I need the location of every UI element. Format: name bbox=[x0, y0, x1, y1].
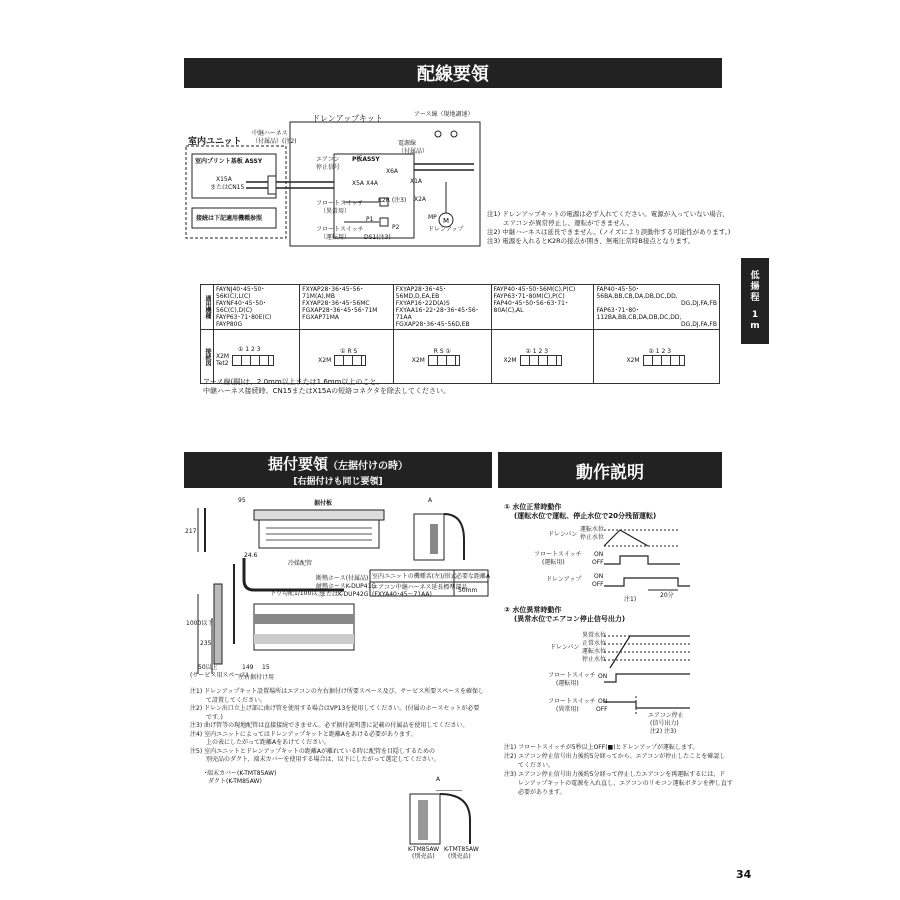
op-note2-mark: 注2) 注3) bbox=[650, 728, 677, 735]
x15a-label: X15A bbox=[216, 176, 232, 183]
pcb-assy-label: P板ASSY bbox=[352, 156, 380, 163]
op-20min: 20分 bbox=[660, 592, 674, 599]
dim-24-6: 24.6 bbox=[244, 552, 258, 559]
table-head-1: 室内ユニットの機種名(左)/形式 bbox=[372, 573, 457, 580]
aircon-stop-label: エアコン bbox=[316, 156, 340, 163]
float-switch-1-sub: （異常用） bbox=[320, 208, 351, 215]
cn15-label: またはCN15 bbox=[210, 184, 245, 191]
wiring-notes: 注1) ドレンアップキットの電源は必ず入れてください。電源が入っていない場合、 エアコンが異常停止し、運転ができません。 注2) 中継ハーネスは延長できません。(ノイズにより誤動作する可能性があります。) 注3) 電源を入れるとK2Rの接点が開き、無電圧常時B接点となります。 bbox=[487, 210, 731, 245]
p1-label: P1 bbox=[366, 216, 374, 223]
dim-15: 15 bbox=[262, 664, 270, 671]
op-on-1: ON bbox=[594, 551, 604, 558]
op-on-4: ON bbox=[598, 698, 608, 705]
model-col-2: FXYAP28･36･45･56MD,D,EA,EB FXYAP16･22D(A)S FXYAA16･22･28･36･45･56･71AA FGXAP28･36･45･56D,EB bbox=[393, 285, 491, 330]
dim-1000: 1000以下 bbox=[186, 620, 214, 627]
float-switch-2-sub: （運転用） bbox=[320, 234, 351, 241]
service-space-label: (サービス用スペース) bbox=[190, 672, 249, 679]
float-switch-1-label: フロートスイッチ bbox=[316, 200, 364, 207]
power-wire-label: 電源線 bbox=[398, 140, 417, 147]
op-item1-sub: (運転水位で運転、停止水位で20分残留運転) bbox=[514, 512, 657, 520]
table-row-1-val: 50mm bbox=[458, 587, 478, 594]
bottom-label-2-sub: (別売品) bbox=[448, 853, 471, 860]
aircon-stop-label2: 停止信号 bbox=[316, 164, 341, 171]
op-note1-mark: 注1) bbox=[624, 596, 637, 603]
op-float-switch-2-run: (運転用) bbox=[556, 680, 579, 687]
hose-label-3: またはK-DUP42G bbox=[320, 591, 369, 598]
setting-plate-label: 据付板 bbox=[314, 500, 333, 507]
op-off-4: OFF bbox=[596, 706, 608, 713]
connection-cell-0: ① 1 2 3 X2M Tet2 bbox=[214, 330, 300, 384]
op-aircon-stop: エアコン停止 bbox=[648, 712, 684, 719]
op-float-switch-3-abn: (異常用) bbox=[556, 706, 579, 713]
indoor-pcb-label: 室内プリント基板 ASSY bbox=[195, 158, 263, 165]
dim-149: 149 bbox=[242, 664, 254, 671]
connection-cell-4: ① 1 2 3 X2M bbox=[594, 330, 720, 384]
op-aircon-stop-sub: (信号出力) bbox=[650, 720, 679, 727]
p2-label: P2 bbox=[392, 224, 400, 231]
table-footer-notes: アース線(銅)は、2.0mm以上または1.6mm以上のこと。 中継ハーネス接続時、CN15またはX15Aの短絡コネクタを除去してください。 bbox=[203, 378, 451, 395]
table-row-1: エアコン中継ハーネス延長標準部品 bbox=[372, 584, 468, 591]
mp-label: MP bbox=[428, 214, 437, 221]
connection-cell-3: ① 1 2 3 X2M bbox=[491, 330, 594, 384]
op-on-3: ON bbox=[598, 673, 608, 680]
op-item1-title: ① 水位正常時動作 bbox=[504, 503, 562, 511]
x4a-label: X4A bbox=[366, 180, 379, 187]
x5a-label: X5A bbox=[352, 180, 365, 187]
model-col-1: FXYAP28･36･45･56･71M(A),MB FXYAP28･36･45･56MC FGXAP28･36･45･56･71M FGXAP71MA bbox=[300, 285, 394, 330]
cover-label: ･端末カバー(K-TMT85AW) bbox=[204, 770, 277, 777]
op-item2-title: ② 水位異常時動作 bbox=[504, 606, 562, 614]
row-head-models: 適用機種 bbox=[201, 285, 214, 330]
table-row-1-sub: (FXYA40･45～71AA) bbox=[372, 591, 432, 598]
row-head-connection: 接続図 bbox=[201, 330, 214, 384]
k2r-label: K2R (注3) bbox=[378, 197, 407, 204]
op-float-switch-2: フロートスイッチ bbox=[548, 672, 596, 679]
relay-harness-label: 中継ハーネス bbox=[252, 130, 288, 137]
bottom-dim-a: A bbox=[436, 776, 441, 783]
x6a-label: X6A bbox=[386, 168, 399, 175]
power-wire-sub: （付属品） bbox=[398, 148, 429, 155]
hose-label-2: 耐熱ホースK-DUP41G bbox=[316, 583, 377, 590]
model-col-4: FAP40･45･50･56BA,BB,CB,DA,DB,DC,DD, DG,DJ,FA,FB FAP63･71･80･112BA,BB,CB,DA,DB,DC,DD, DG,DJ,FA,FB bbox=[594, 285, 720, 330]
model-col-0: FAYNJ40･45･50･56K(C),L(C) FAYNF40･45･50･56C(C),D(C) FAYP63･71･80E(C) FAYP80G bbox=[214, 285, 300, 330]
bottom-label-2: K-TMT85AW bbox=[444, 846, 479, 853]
connect-note: 接続は下記適用機種参照 bbox=[196, 215, 263, 222]
drain-up-label: ドレンアップ bbox=[428, 226, 464, 233]
op-abnormal-level: 異常水位 bbox=[582, 632, 607, 639]
bottom-label-1-sub: (別売品) bbox=[412, 853, 435, 860]
slope-label: 下り勾配1/100以上 bbox=[270, 590, 324, 597]
indoor-unit-label: 室内ユニット bbox=[188, 137, 242, 147]
op-drain-pan-2: ドレンパン bbox=[550, 644, 580, 651]
op-off-1: OFF bbox=[592, 559, 604, 566]
connection-cell-2: R S ① X2M bbox=[393, 330, 491, 384]
model-table bbox=[200, 284, 720, 384]
dim-a: A bbox=[428, 497, 433, 504]
refrig-pipe-label: 冷媒配管 bbox=[288, 560, 313, 567]
op-float-switch: フロートスイッチ bbox=[534, 551, 582, 558]
drain-kit-label: ドレンアップキット bbox=[312, 114, 383, 123]
model-col-3: FAYP40･45･50･56M(C),P(C) FAYP63･71･80M(C),P(C) FAP40･45･50･56･63･71･80A(C),AL bbox=[491, 285, 594, 330]
duct-label: ダクト(K-TM85AW) bbox=[208, 778, 262, 785]
op-drain-up: ドレンアップ bbox=[546, 576, 582, 583]
x1a-label: X1A bbox=[410, 178, 423, 185]
wiring-section-title: 配線要領 bbox=[184, 58, 722, 88]
side-tab: 低 揚 程 1 m bbox=[741, 258, 769, 344]
float-switch-2-label: フロートスイッチ bbox=[316, 226, 364, 233]
op-stop-level-2: 停止水位 bbox=[582, 656, 607, 663]
op-normal-level: 正常水位 bbox=[582, 640, 607, 647]
table-head-2: 必要な距離A bbox=[456, 573, 491, 580]
install-notes: 注1) ドレンアップキット設置場所はエアコンの左右据付け所要スペース及び、サービス所要スペースを確保し て設置してください。 注2) ドレン出口立上げ部に曲げ管を使用する場合はVP13を使用してください。(付属のホースセットが必要 です。) 注3) 曲げ管等の現地配管は直接接続できません。必ず据付説明書に記載の付属品を使用してください。 注4) 室内ユニットによってはドレンアップキットと距離Aをあける必要があります。 上の表にしたがって距離Aをあけてください。 注5) 室内ユニットとドレンアップキットの距離Aが離れている時に配管を目隠しするための 別売品のダクト、端末カバーを使用する場合は、以下にしたがって選定してください。 bbox=[190, 688, 484, 763]
hose-label-1: 断熱ホース(付属品) bbox=[316, 575, 369, 582]
page-number: 34 bbox=[736, 868, 752, 881]
ds1-label: DS1(注3) bbox=[364, 234, 391, 241]
op-float-switch-3: フロートスイッチ bbox=[548, 698, 596, 705]
dim-217: 217 bbox=[185, 528, 197, 535]
op-run-level: 運転水位 bbox=[580, 526, 605, 533]
bottom-label-1: K-TM85AW bbox=[408, 846, 440, 853]
earth-wire-label: アース線（現地調達） bbox=[414, 111, 474, 118]
install-section-title: 据付要領（左据付けの時） [右据付けも同じ要領] bbox=[184, 452, 492, 488]
op-run-level-2: 運転水位 bbox=[582, 648, 607, 655]
dim-95: 95 bbox=[238, 497, 246, 504]
op-off-2: OFF bbox=[592, 581, 604, 588]
x2a-label: X2A bbox=[414, 196, 427, 203]
dim-50: 50以上 bbox=[198, 664, 218, 671]
relay-harness-sub: （付属品）(注2) bbox=[252, 138, 297, 145]
op-float-switch-run: (運転用) bbox=[542, 559, 565, 566]
op-on-2: ON bbox=[594, 573, 604, 580]
svg-text:M: M bbox=[443, 217, 450, 225]
op-drain-pan: ドレンパン bbox=[548, 531, 578, 538]
dim-235: 235 bbox=[200, 640, 212, 647]
op-stop-level: 停止水位 bbox=[580, 534, 605, 541]
connection-cell-1: ① R S X2M bbox=[300, 330, 394, 384]
op-item2-sub: (異常水位でエアコン停止信号出力) bbox=[514, 615, 626, 623]
left-pipe-label: 左右据付け用 bbox=[238, 674, 275, 681]
op-notes: 注1) フロートスイッチが5秒以上OFF(■)とドレンアップが運転します。 注2) エアコン停止信号出力後約5分経ってから、エアコンが停止したことを確認し てください。 注3) エアコン停止信号出力後約5分経って停止したエアコンを再運転するには、ド レンアップキットの電源を入れ直し、エアコンのリモコン運転ボタンを押し直す 必要があります。 bbox=[504, 744, 733, 796]
operation-section-title: 動作説明 bbox=[498, 452, 722, 488]
